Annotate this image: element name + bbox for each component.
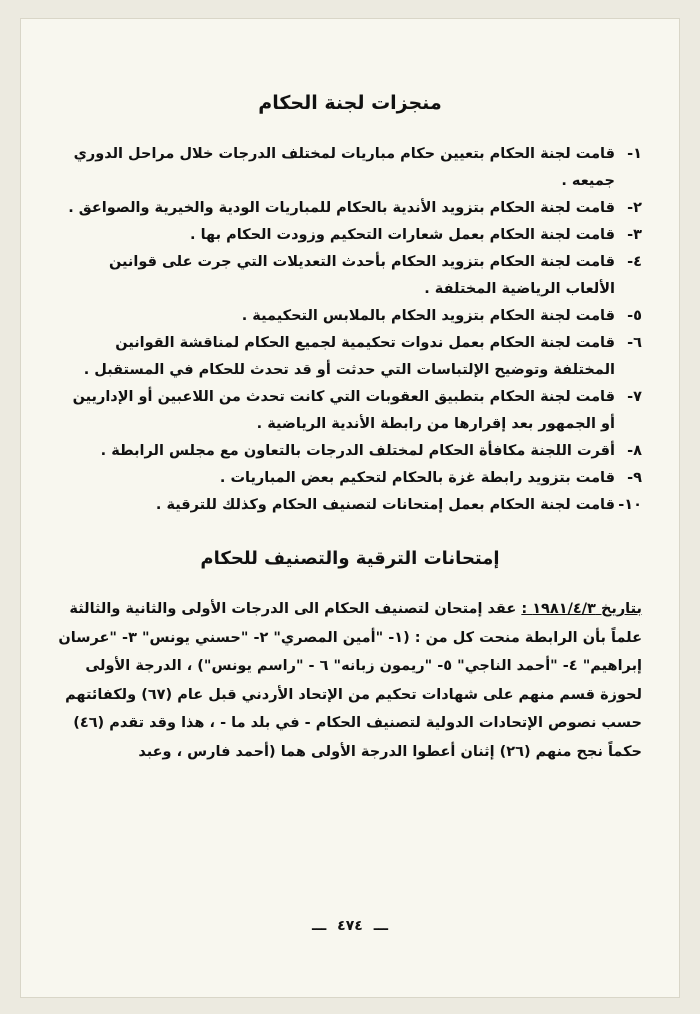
list-item-text: قامت لجنة الحكام بعمل ندوات تحكيمية لجميع الحكام لمناقشة القوانين المختلفة وتوضيح الإلتباسات التي حدثت أو قد تحدث للحكام في المستقبل . bbox=[83, 335, 615, 378]
list-item-number: ٤- bbox=[627, 254, 642, 270]
list-item-number: ٩- bbox=[627, 470, 642, 486]
list-item-number: ٧- bbox=[627, 389, 642, 405]
list-item-text: قامت لجنة الحكام بتزويد الحكام بالملابس التحكيمية . bbox=[241, 308, 615, 324]
list-item bbox=[58, 465, 642, 492]
list-item-number: ١- bbox=[627, 146, 642, 162]
list-item-text: قامت لجنة الحكام بتطبيق العقوبات التي كانت تحدث من اللاعبين أو الإداريين أو الجمهور بعد إقرارها من رابطة الأندية الرياضية . bbox=[72, 389, 615, 432]
list-item-number: ٥- bbox=[627, 308, 642, 324]
list-item-text: أقرت اللجنة مكافأة الحكام لمختلف الدرجات بالتعاون مع مجلس الرابطة . bbox=[100, 443, 615, 459]
list-item bbox=[58, 141, 642, 195]
document-body bbox=[58, 92, 642, 766]
footer-dash-left: ـــ bbox=[311, 918, 327, 934]
page-number: ٤٧٤ bbox=[337, 918, 363, 934]
section-title: إمتحانات الترقية والتصنيف للحكام bbox=[200, 548, 500, 569]
list-item-number: ٣- bbox=[627, 227, 642, 243]
list-item bbox=[58, 249, 642, 303]
list-item-number: ١٠- bbox=[618, 497, 642, 513]
list-item-number: ٢- bbox=[627, 200, 642, 216]
list-item-number: ٦- bbox=[627, 335, 642, 351]
list-item bbox=[58, 222, 642, 249]
list-item-text: قامت لجنة الحكام بتزويد الأندية بالحكام للمباريات الودية والخيرية والصواعق . bbox=[68, 200, 615, 216]
achievements-list bbox=[58, 141, 642, 519]
list-item-number: ٨- bbox=[627, 443, 642, 459]
page-footer bbox=[0, 918, 700, 934]
list-item-text: قامت لجنة الحكام بعمل شعارات التحكيم وزودت الحكام بها . bbox=[190, 227, 615, 243]
list-item bbox=[58, 303, 642, 330]
exam-paragraph-body: عقد إمتحان لتصنيف الحكام الى الدرجات الأولى والثانية والثالثة علماً بأن الرابطة منحت كل من : (١- "أمين المصري" ٢- "حسني يونس" ٣- "عرسان إبراهيم" ٤- "أحمد الناجي" ٥- "ريمون زبانه" ٦ - "راسم يونس") ، الدرجة الأولى لحوزة قسم منهم على شهادات تحكيم من الإتحاد الأردني قبل عام (٦٧) ولكفائتهم حسب نصوص الإتحادات الدولية لتصنيف الحكام - في بلد ما - ، هذا وقد تقدم (٤٦) حكماً نجح منهم (٢٦) إثنان أعطوا الدرجة الأولى هما (أحمد فارس ، وعبد bbox=[58, 601, 642, 760]
list-item-text: قامت لجنة الحكام بتعيين حكام مباريات لمختلف الدرجات خلال مراحل الدوري جميعه . bbox=[73, 146, 615, 189]
page-title: منجزات لجنة الحكام bbox=[258, 92, 442, 114]
list-item bbox=[58, 195, 642, 222]
footer-dash-right: ـــ bbox=[373, 918, 389, 934]
list-item-text: قامت لجنة الحكام بعمل إمتحانات لتصنيف الحكام وكذلك للترقية . bbox=[155, 497, 615, 513]
list-item-text: قامت لجنة الحكام بتزويد الحكام بأحدث التعديلات التي جرت على قوانين الألعاب الرياضية المختلفة . bbox=[108, 254, 615, 297]
list-item bbox=[58, 384, 642, 438]
list-item bbox=[58, 438, 642, 465]
exam-date: بتاريخ ١٩٨١/٤/٣ : bbox=[521, 601, 642, 617]
exam-paragraph bbox=[58, 595, 642, 766]
list-item bbox=[58, 492, 642, 519]
list-item-text: قامت بتزويد رابطة غزة بالحكام لتحكيم بعض المباريات . bbox=[219, 470, 615, 486]
list-item bbox=[58, 330, 642, 384]
